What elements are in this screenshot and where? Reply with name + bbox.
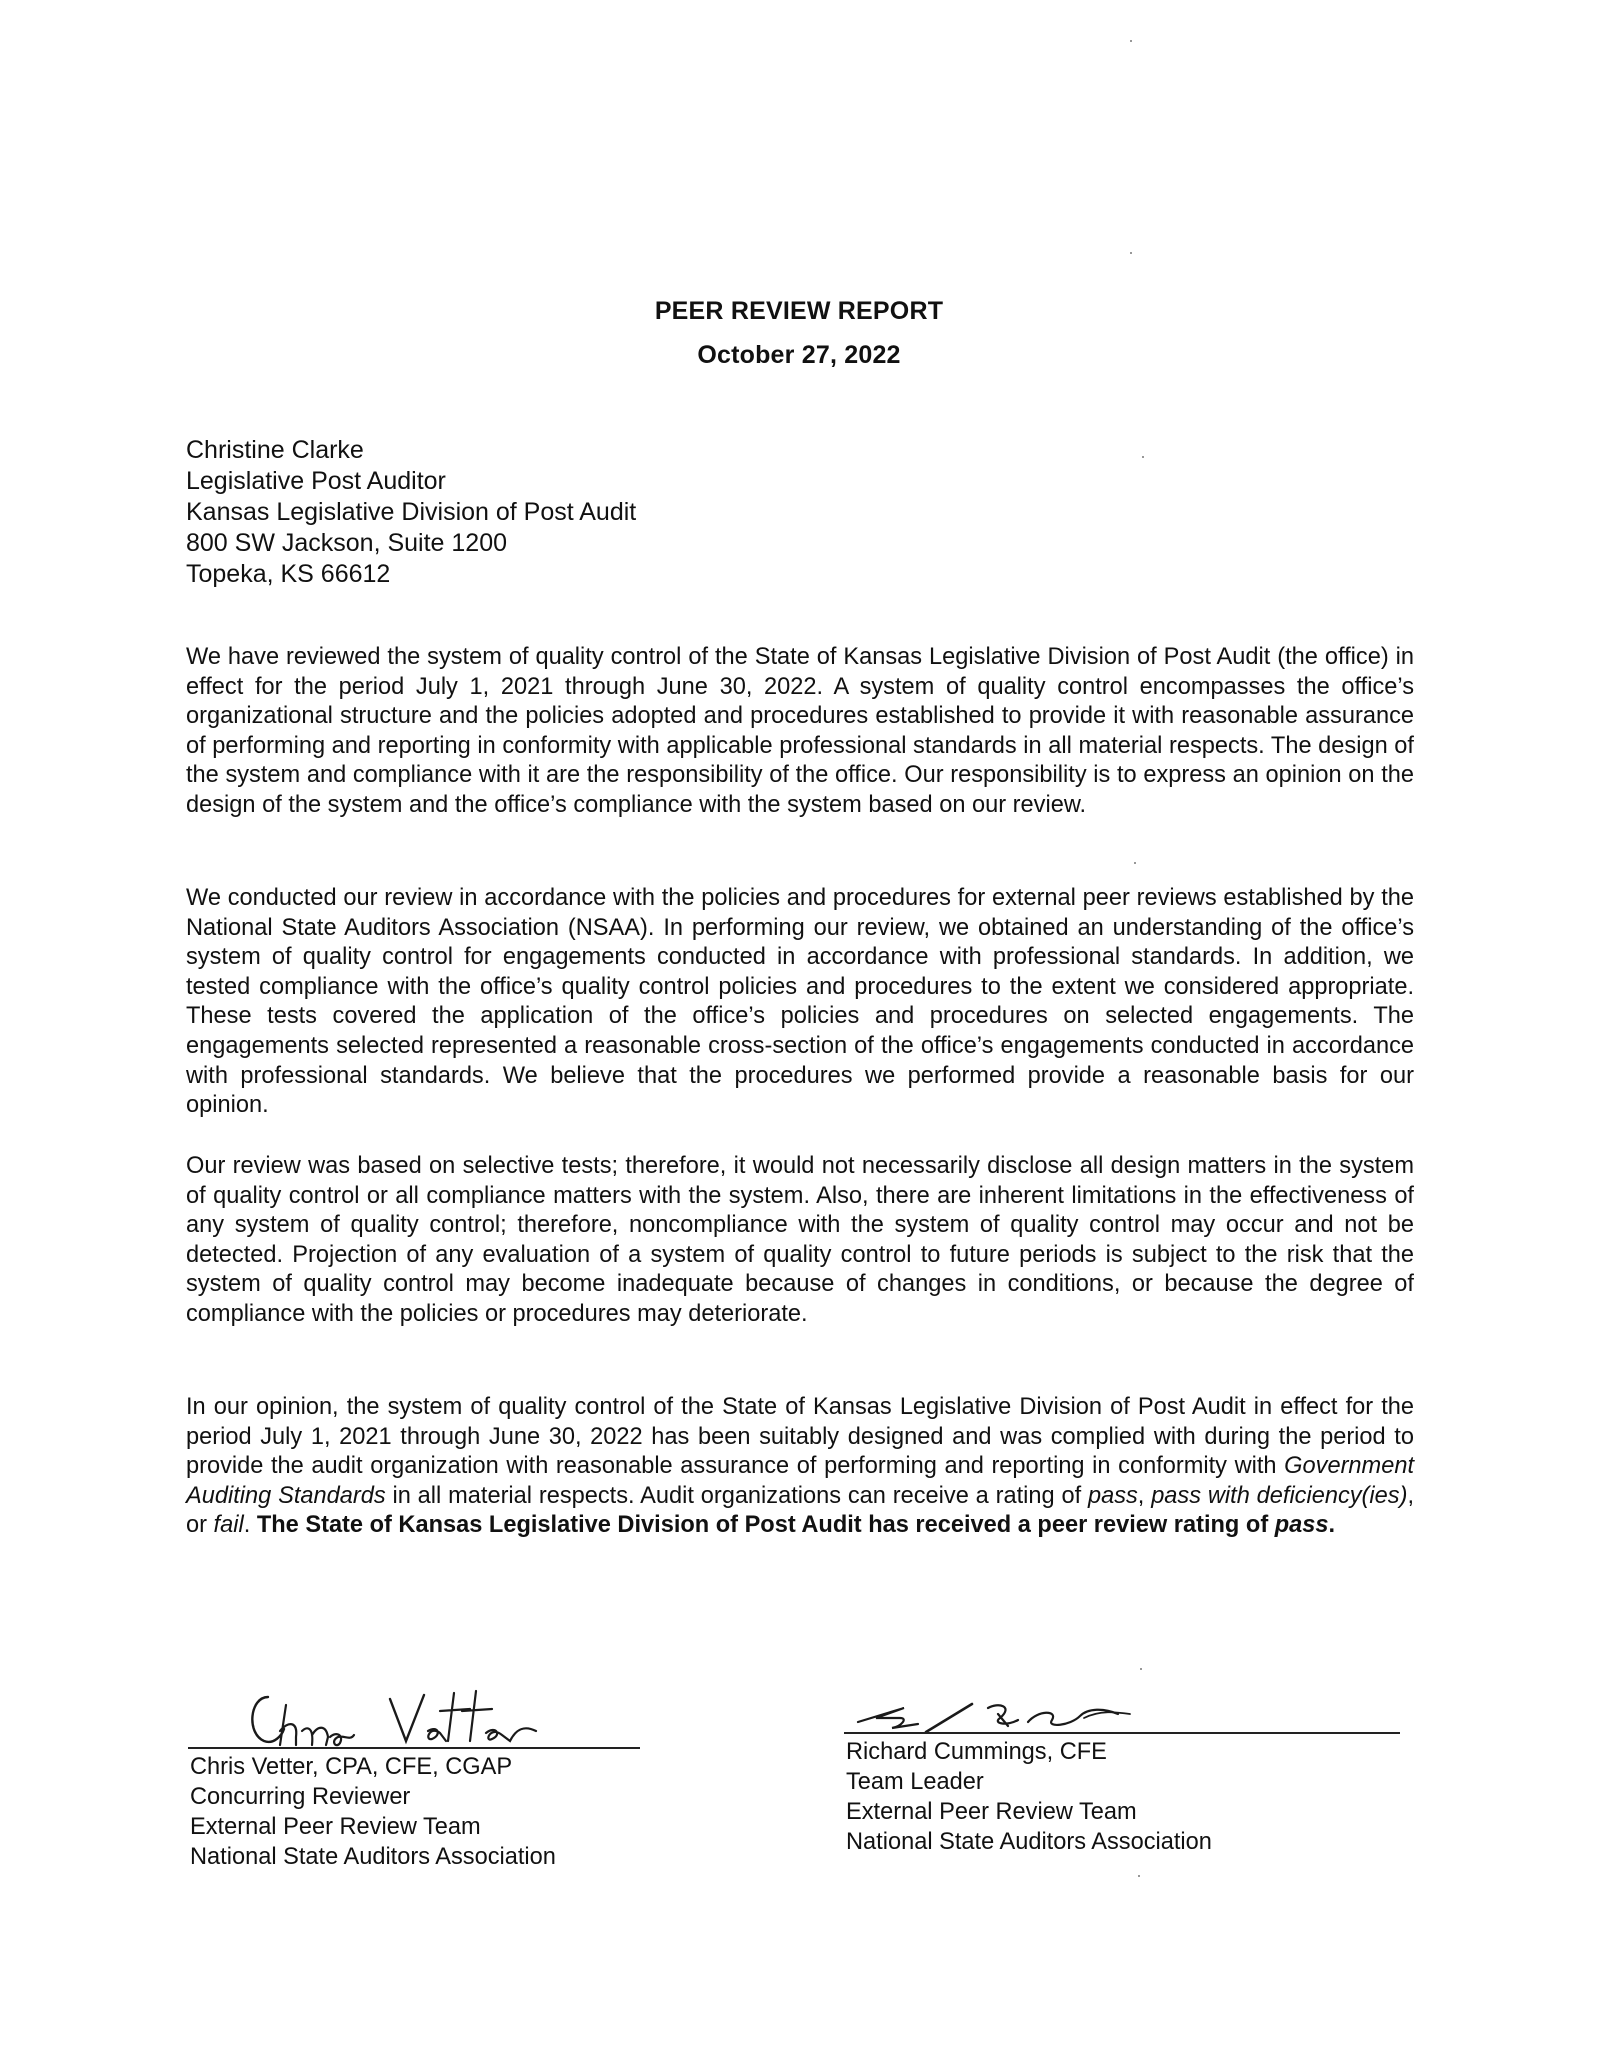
opinion-text-1: In our opinion, the system of quality control of the State of Kansas Legislative Division of Post Audit in effect for the period July 1, 2021 through June 30, 2022 has been suitably designed and was complied with during the period to provide the audit organization with reasonable assurance of performing and reporting in conformity with [186,1394,1414,1480]
conclusion-end: . [1328,1512,1336,1539]
rating-deficiency-text: pass with deficiency(ies) [1151,1482,1408,1509]
signatory-right-role: Team Leader [846,1769,984,1795]
signature-line-left [188,1747,640,1749]
recipient-address [186,435,636,590]
scan-speck [1130,252,1132,254]
recipient-name: Christine Clarke [186,436,364,464]
signature-line-right [844,1732,1400,1734]
paragraph-limitations: Our review was based on selective tests; therefore, it would not necessarily disclose all design matters in the system of quality control or all compliance matters with the system. Also, there are inherent limitations in the effectiveness of any system of quality control; therefore, noncompliance with the system of quality control may occur and not be detected. Projection of any evaluation of a system of quality control to future periods is subject to the risk that the system of quality control may become inadequate because of changes in conditions, or because the degree of compliance with the policies or procedures may deteriorate. [186,1153,1414,1327]
scan-speck [1140,1668,1142,1670]
signatory-right-team: External Peer Review Team [846,1799,1137,1825]
rating-separator-1: , [1137,1482,1152,1509]
signature-richard-cummings [848,1696,1228,1736]
rating-fail-text: fail [213,1512,244,1539]
recipient-city-state-zip: Topeka, KS 66612 [186,560,391,588]
recipient-position: Legislative Post Auditor [186,467,446,495]
recipient-street: 800 SW Jackson, Suite 1200 [186,529,508,557]
signatory-left-association: National State Auditors Association [190,1844,556,1870]
scan-speck [1142,456,1144,458]
rating-separator-2: , or [186,1482,1414,1539]
conclusion-rating: pass [1274,1512,1329,1539]
signatory-right-name: Richard Cummings, CFE [846,1739,1107,1765]
opinion-text-2: in all material respects. Audit organizations can receive a rating of [385,1482,1088,1509]
signatory-left-role: Concurring Reviewer [190,1784,411,1810]
scan-speck [1134,862,1136,864]
signature-block-right [846,1737,1212,1857]
paragraph-opinion [186,1393,1414,1541]
paragraph-procedures: We conducted our review in accordance with the policies and procedures for external peer reviews established by the National State Auditors Association (NSAA). In performing our review, we obtained an understanding of the office’s system of quality control for engagements conducted in accordance with professional standards. In addition, we tested compliance with the office’s quality control policies and procedures to the extent we considered appropriate. These tests covered the application of the office’s policies and procedures on selected engagements. The engagements selected represented a reasonable cross-section of the office’s engagements conducted in accordance with professional standards. We believe that the procedures we performed provide a reasonable basis for our opinion. [186,885,1414,1119]
signatory-left-team: External Peer Review Team [190,1814,481,1840]
signatory-left-name: Chris Vetter, CPA, CFE, CGAP [190,1754,513,1780]
recipient-organization: Kansas Legislative Division of Post Audit [186,498,637,526]
gas-standards-text: Government Auditing Standards [186,1453,1414,1509]
scan-speck [1138,1875,1140,1877]
opinion-conclusion: The State of Kansas Legislative Division of Post Audit has received a peer review rating of [256,1512,1275,1539]
signature-chris-vetter [240,1675,570,1755]
report-title: PEER REVIEW REPORT [654,297,944,325]
paragraph-scope: We have reviewed the system of quality control of the State of Kansas Legislative Division of Post Audit (the office) in effect for the period July 1, 2021 through June 30, 2022. A system of quality control encompasses the office’s organizational structure and the policies adopted and procedures established to provide it with reasonable assurance of performing and reporting in conformity with applicable professional standards in all material respects. The design of the system and compliance with it are the responsibility of the office. Our responsibility is to express an opinion on the design of the system and the office’s compliance with the system based on our review. [186,644,1414,818]
rating-separator-3: . [243,1512,257,1539]
signatory-right-association: National State Auditors Association [846,1829,1212,1855]
signature-block-left [190,1752,556,1872]
scan-speck [1130,40,1132,42]
report-date: October 27, 2022 [697,341,901,369]
rating-pass-text: pass [1087,1482,1138,1509]
